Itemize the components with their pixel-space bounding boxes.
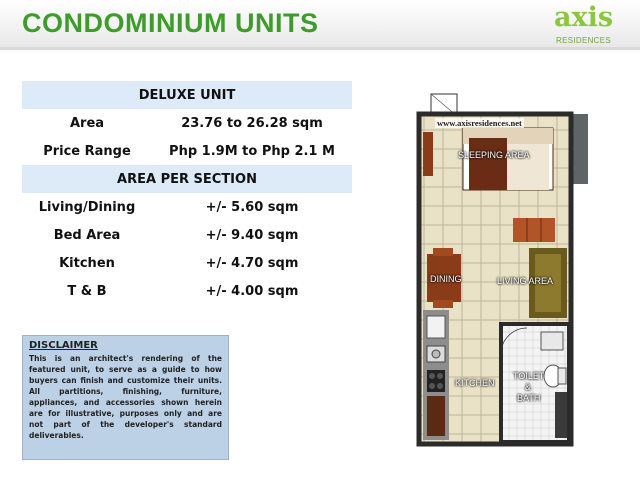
toilet-and-label: & — [525, 382, 532, 392]
table-row — [22, 137, 352, 165]
shower-wall — [555, 392, 567, 438]
logo-subtitle: RESIDENCES — [556, 36, 612, 45]
section-value: +/- 4.70 sqm — [205, 255, 299, 271]
axis-residences-logo — [550, 2, 620, 46]
area-label: Area — [69, 115, 105, 131]
website-watermark: www.axisresidences.net — [437, 118, 522, 128]
kitchen-label: KITCHEN — [455, 378, 495, 388]
unit-spec-table — [22, 81, 352, 305]
section-label: Living/Dining — [38, 199, 136, 215]
table-row — [22, 277, 352, 305]
bathroom-sink — [541, 332, 563, 350]
sleeping-area-label: SLEEPING AREA — [458, 150, 530, 160]
disclaimer-title: DISCLAIMER — [29, 340, 98, 351]
header-bar — [0, 0, 640, 50]
stove — [427, 370, 445, 392]
table-row — [22, 249, 352, 277]
section-value: +/- 5.60 sqm — [205, 199, 299, 215]
section-value: +/- 4.00 sqm — [205, 283, 299, 299]
wardrobe — [423, 132, 433, 176]
area-per-section-heading: AREA PER SECTION — [117, 171, 257, 187]
section-label: T & B — [67, 283, 107, 299]
price-range-value: Php 1.9M to Php 2.1 M — [169, 143, 335, 159]
table-row — [22, 109, 352, 137]
toilet-label: TOILET — [513, 371, 545, 381]
bed-cover — [469, 138, 507, 190]
area-value: 23.76 to 26.28 sqm — [181, 115, 323, 131]
price-range-label: Price Range — [43, 143, 131, 159]
section-label: Kitchen — [59, 255, 115, 271]
page-title: CONDOMINIUM UNITS — [22, 8, 319, 38]
section-heading-row — [22, 165, 352, 193]
table-row — [22, 193, 352, 221]
disclaimer-text: This is an architect's rendering of the featured unit, to serve as a guide to how buyers can finish and customize their units. All partitions, finishing, furniture, appliances, and accessories shown herein are for illustrative, purposes only and are not part of the developer's standard deliverables. — [29, 354, 222, 440]
tv-shelf — [513, 218, 555, 242]
kitchen-cabinet — [427, 396, 445, 436]
logo-wordmark: axis — [554, 2, 614, 33]
bath-label: BATH — [517, 393, 541, 403]
living-area-label: LIVING AREA — [497, 276, 554, 286]
unit-type-heading: DELUXE UNIT — [138, 87, 236, 103]
section-value: +/- 9.40 sqm — [205, 227, 299, 243]
floor-plan — [405, 92, 590, 452]
refrigerator — [427, 316, 445, 338]
table-row — [22, 221, 352, 249]
floor-plan-drawing — [405, 92, 590, 452]
section-label: Bed Area — [53, 227, 121, 243]
header-divider — [0, 47, 640, 50]
table-heading-row — [22, 81, 352, 109]
disclaimer-box — [22, 335, 229, 460]
dining-label: DINING — [430, 274, 462, 284]
